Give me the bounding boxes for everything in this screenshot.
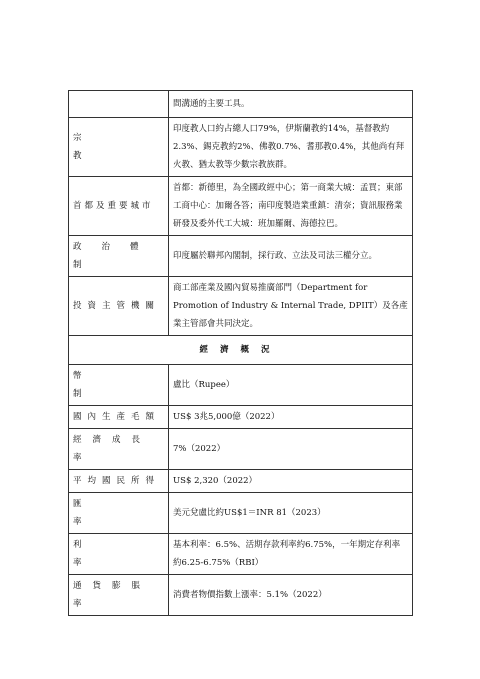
country-profile-table xyxy=(68,90,413,616)
row-value: 美元兌盧比約US$1＝INR 81（2023） xyxy=(169,493,413,534)
row-label xyxy=(69,406,169,429)
table-row xyxy=(69,575,413,616)
row-label xyxy=(69,575,169,616)
row-value: 7%（2022） xyxy=(169,429,413,470)
table-row xyxy=(69,470,413,493)
label-interest: 利率 xyxy=(73,540,152,568)
label-politics: 政治體制 xyxy=(73,242,159,270)
row-label xyxy=(69,236,169,277)
row-value: 消費者物價指數上漲率：5.1%（2022） xyxy=(169,575,413,616)
label-capital: 首都及重要城市 xyxy=(73,201,154,211)
row-value: 商工部產業及國內貿易推廣部門（Department for Promotion of Industry & Internal Trade, DPIIT）及各產業主管部會共同決定。 xyxy=(169,277,413,336)
label-currency: 幣制 xyxy=(73,371,152,399)
row-label xyxy=(69,470,169,493)
table-row xyxy=(69,277,413,336)
label-inflation: 通貨膨脹率 xyxy=(73,581,152,609)
table-row xyxy=(69,365,413,406)
row-value: 印度教人口約占總人口79%，伊斯蘭教約14%，基督教約2.3%、錫克教約2%、佛教0.7%、耆那教0.4%，其他尚有拜火教、猶太教等少數宗教族群。 xyxy=(169,118,413,177)
table-row xyxy=(69,118,413,177)
row-value: US$ 3兆5,000億（2022） xyxy=(169,406,413,429)
table-row xyxy=(69,177,413,236)
row-value: 基本利率：6.5%、活期存款利率約6.75%，一年期定存利率約6.25-6.75%（RBI） xyxy=(169,534,413,575)
label-gdp: 國內生產毛額 xyxy=(73,412,161,422)
row-value: 首都：新德里，為全國政經中心；第一商業大城：孟買；東部工商中心：加爾各答；南印度製造業重鎮：清奈；資訊服務業研發及委外代工大城：班加羅爾、海德拉巴。 xyxy=(169,177,413,236)
table-row xyxy=(69,91,413,118)
row-label xyxy=(69,429,169,470)
row-value: 間溝通的主要工具。 xyxy=(169,91,413,118)
row-label xyxy=(69,91,169,118)
label-growth: 經濟成長率 xyxy=(73,435,152,463)
row-value: US$ 2,320（2022） xyxy=(169,470,413,493)
table-row xyxy=(69,406,413,429)
row-value: 印度屬於聯邦內閣制，採行政、立法及司法三權分立。 xyxy=(169,236,413,277)
row-label xyxy=(69,277,169,336)
row-label xyxy=(69,493,169,534)
table-row xyxy=(69,236,413,277)
label-exchange: 匯率 xyxy=(73,499,152,527)
label-investment-authority: 投資主管機關 xyxy=(73,301,161,311)
row-label xyxy=(69,534,169,575)
table-row xyxy=(69,493,413,534)
table-row xyxy=(69,534,413,575)
section-row xyxy=(69,336,413,365)
label-religion: 宗教 xyxy=(73,133,152,161)
row-label xyxy=(69,177,169,236)
row-label xyxy=(69,118,169,177)
row-value: 盧比（Rupee） xyxy=(169,365,413,406)
table-row xyxy=(69,429,413,470)
label-income: 平均國民所得 xyxy=(73,476,161,486)
row-label xyxy=(69,365,169,406)
section-title: 經濟概況 xyxy=(69,336,413,365)
